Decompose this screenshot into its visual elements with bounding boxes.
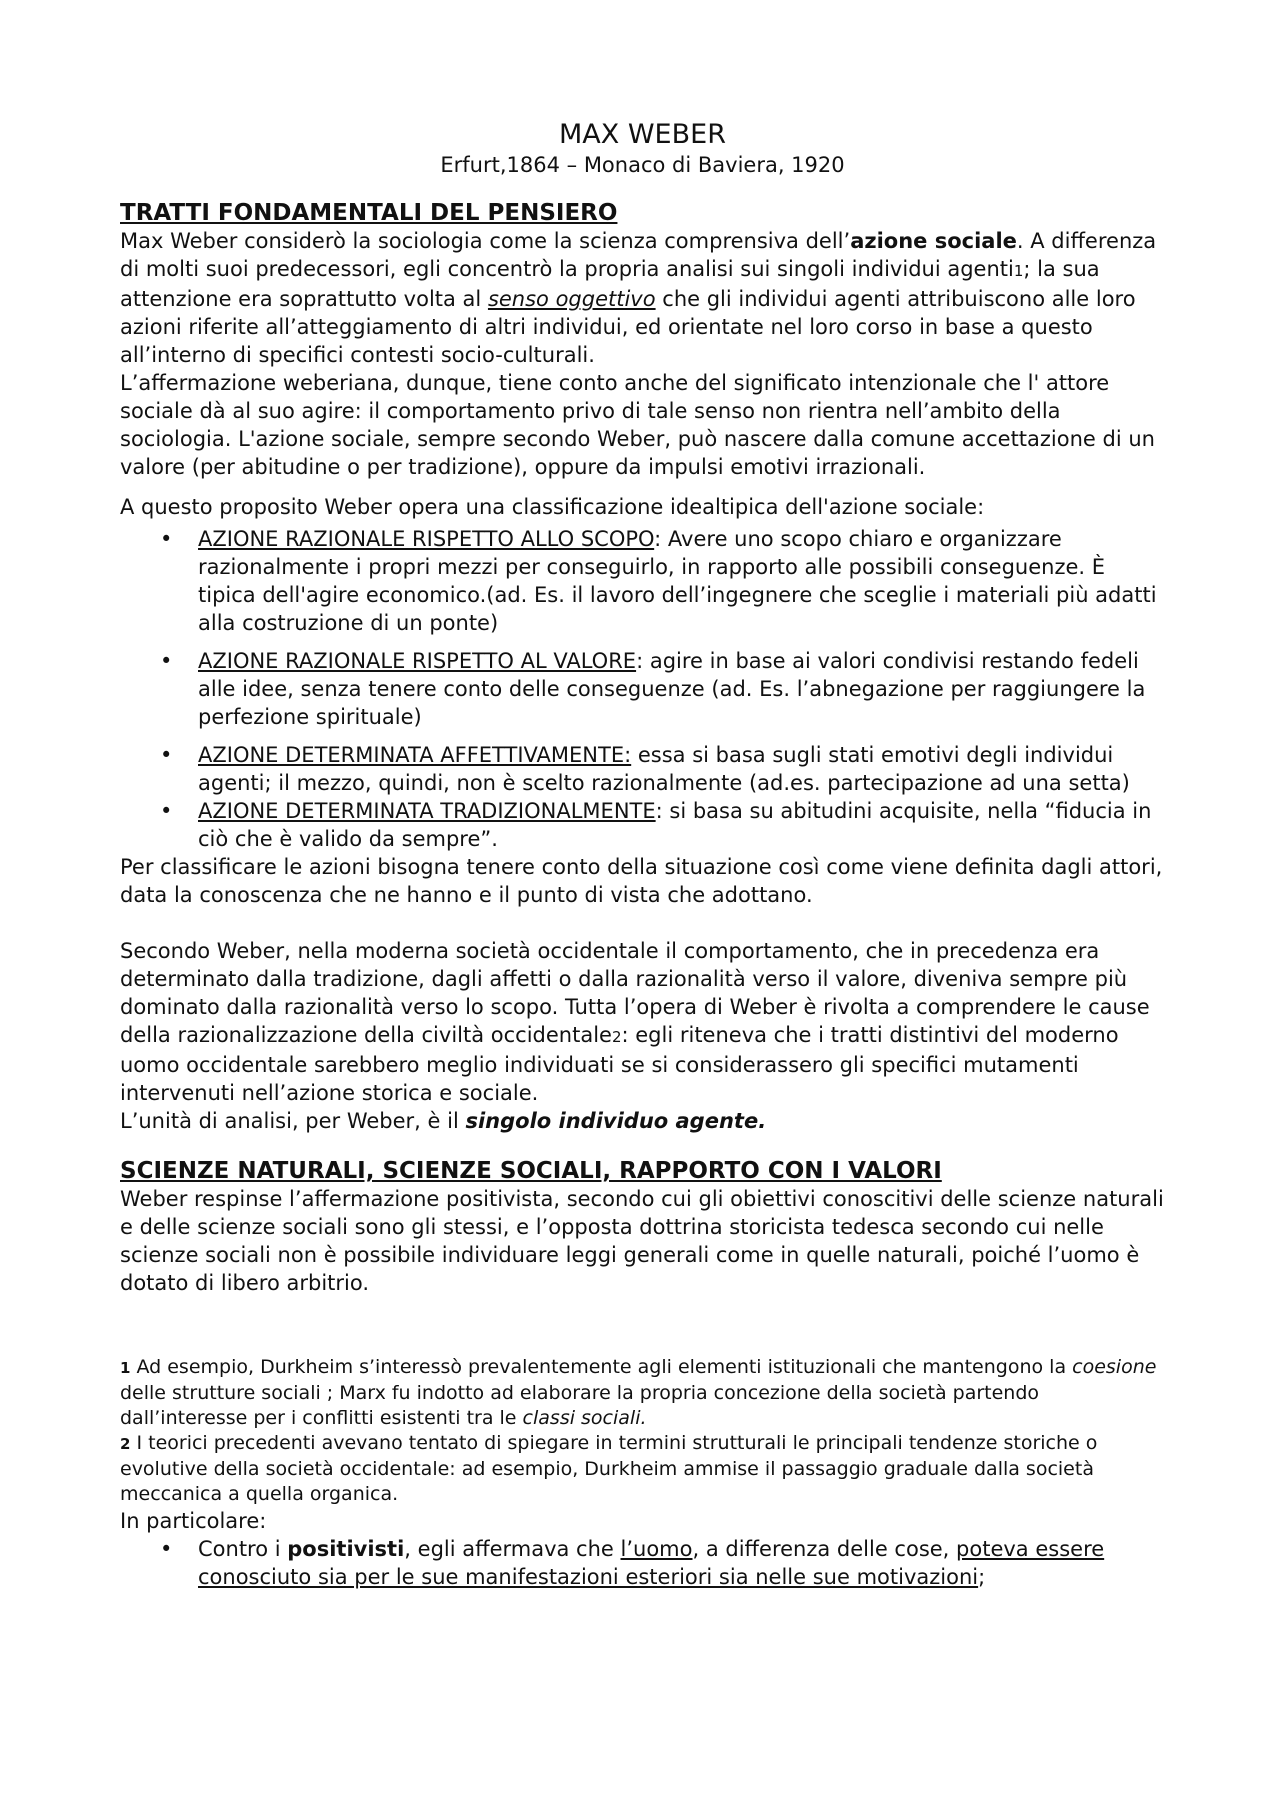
paragraph-in-particolare: In particolare: xyxy=(120,1509,267,1533)
azione-list xyxy=(120,525,1165,853)
particolare-list xyxy=(120,1535,1165,1591)
list-item: • AZIONE DETERMINATA AFFETTIVAMENTE: essa si basa sugli stati emotivi degli individui agenti; il mezzo, quindi, non è scelto razionalmente (ad.es. partecipazione ad una setta) xyxy=(160,743,1130,795)
footnote-ref-2[interactable]: 2 xyxy=(611,1028,622,1046)
paragraph-classificazione: A questo proposito Weber opera una classificazione idealtipica dell'azione sociale: xyxy=(120,495,985,519)
list-item: • AZIONE RAZIONALE RISPETTO AL VALORE: agire in base ai valori condivisi restando fedeli alle idee, senza tenere conto delle conseguenze (ad. Es. l’abnegazione per raggiungere la perfezione spirituale) xyxy=(160,649,1146,729)
document-page xyxy=(120,118,1165,1591)
footnotes xyxy=(120,1355,1165,1507)
footnote-ref-1[interactable]: 1 xyxy=(1013,262,1024,280)
paragraph-situazione: Per classificare le azioni bisogna tenere conto della situazione così come viene definita dagli attori, data la conoscenza che ne hanno e il punto di vista che adottano. xyxy=(120,855,1163,907)
footnote-1: 1 Ad esempio, Durkheim s’interessò prevalentemente agli elementi istituzionali che mantengono la coesione delle strutture sociali ; Marx fu indotto ad elaborare la propria concezione della società partendo dall’interesse per i conflitti esistenti tra le classi sociali. xyxy=(120,1356,1157,1429)
bullet-icon: • xyxy=(160,527,173,551)
list-item: • AZIONE DETERMINATA TRADIZIONALMENTE: si basa su abitudini acquisite, nella “fiducia in ciò che è valido da sempre”. xyxy=(160,799,1152,851)
bullet-icon: • xyxy=(160,649,173,673)
paragraph-positivista: Weber respinse l’affermazione positivista, secondo cui gli obiettivi conoscitivi delle scienze naturali e delle scienze sociali sono gli stessi, e l’opposta dottrina storicista tedesca secondo cui nelle scienze sociali non è possibile individuare leggi generali come in quelle naturali, poiché l’uomo è dotato di libero arbitrio. xyxy=(120,1187,1164,1295)
list-item: • AZIONE RAZIONALE RISPETTO ALLO SCOPO: Avere uno scopo chiaro e organizzare razionalmente i propri mezzi per conseguirlo, in rapporto alle possibili conseguenze. È tipica dell'agire economico.(ad. Es. il lavoro dell’ingegnere che sceglie i materiali più adatti alla costruzione di un ponte) xyxy=(160,527,1157,635)
section-heading-scienze: SCIENZE NATURALI, SCIENZE SOCIALI, RAPPORTO CON I VALORI xyxy=(120,1158,942,1184)
senso-oggettivo-emphasis: senso oggettivo xyxy=(487,287,656,311)
list-item: • Contro i positivisti, egli affermava che l’uomo, a differenza delle cose, poteva essere conosciuto sia per le sue manifestazioni esteriori sia nelle sue motivazioni; xyxy=(160,1537,1105,1589)
bullet-icon: • xyxy=(160,743,173,767)
paragraph-intro: Max Weber considerò la sociologia come la scienza comprensiva dell’azione sociale. A differenza di molti suoi predecessori, egli concentrò la propria analisi sui singoli individui agenti1; la sua attenzione era soprattutto volta al senso oggettivo che gli individui agenti attribuiscono alle loro azioni riferite all’atteggiamento di altri individui, ed orientate nel loro corso in base a questo all’interno di specifici contesti socio-culturali. xyxy=(120,229,1157,367)
footnote-2: 2 I teorici precedenti avevano tentato di spiegare in termini strutturali le principali tendenze storiche o evolutive della società occidentale: ad esempio, Durkheim ammise il passaggio graduale dalla società meccanica a quella organica. xyxy=(120,1432,1098,1505)
page-subtitle: Erfurt,1864 – Monaco di Baviera, 1920 xyxy=(440,153,845,177)
section-heading-pensiero: TRATTI FONDAMENTALI DEL PENSIERO xyxy=(120,200,618,226)
paragraph-razionalizzazione: Secondo Weber, nella moderna società occidentale il comportamento, che in precedenza era determinato dalla tradizione, dagli affetti o dalla razionalità verso il valore, diveniva sempre più dominato dalla razionalità verso lo scopo. Tutta l’opera di Weber è rivolta a comprendere le cause della razionalizzazione della civiltà occidentale2: egli riteneva che i tratti distintivi del moderno uomo occidentale sarebbero meglio individuati se si considerassero gli specifici mutamenti intervenuti nell’azione storica e sociale. xyxy=(120,939,1150,1105)
paragraph-affermazione: L’affermazione weberiana, dunque, tiene conto anche del significato intenzionale che l' attore sociale dà al suo agire: il comportamento privo di tale senso non rientra nell’ambito della sociologia. L'azione sociale, sempre secondo Weber, può nascere dalla comune accettazione di un valore (per abitudine o per tradizione), oppure da impulsi emotivi irrazionali. xyxy=(120,371,1155,479)
page-title: MAX WEBER xyxy=(559,119,726,150)
bullet-icon: • xyxy=(160,799,173,823)
paragraph-unita-analisi: L’unità di analisi, per Weber, è il singolo individuo agente. xyxy=(120,1109,767,1133)
bullet-icon: • xyxy=(160,1537,173,1561)
